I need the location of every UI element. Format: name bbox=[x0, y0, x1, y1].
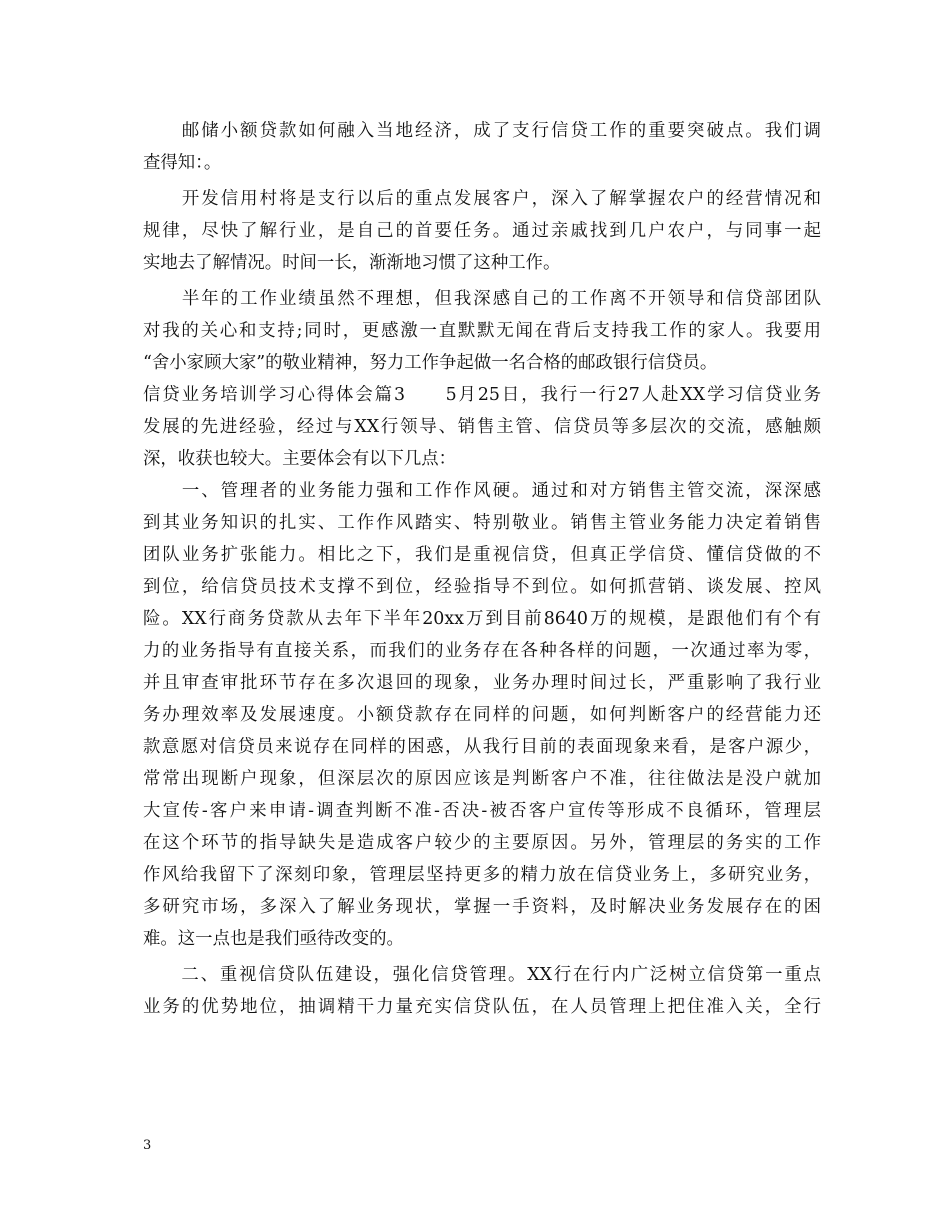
text-line: 团队业务扩张能力。相比之下，我们是重视信贷，但真正学信贷、懂信贷做的不 bbox=[143, 545, 821, 565]
document-body bbox=[143, 115, 821, 1023]
text-line: 二、重视信贷队伍建设，强化信贷管理。XX行在行内广泛树立信贷第一重点 bbox=[143, 965, 821, 985]
text-line: 力的业务指导有直接关系，而我们的业务存在各种各样的问题，一次通过率为零， bbox=[143, 641, 821, 661]
text-line: “舍小家顾大家”的敬业精神，努力工作争起做一名合格的邮政银行信贷员。 bbox=[143, 353, 718, 373]
text-line: 到其业务知识的扎实、工作作风踏实、特别敬业。销售主管业务能力决定着销售 bbox=[143, 513, 821, 533]
text-line: 在这个环节的指导缺失是造成客户较少的主要原因。另外，管理层的务实的工作 bbox=[143, 833, 821, 853]
text-line: 发展的先进经验，经过与XX行领导、销售主管、信贷员等多层次的交流，感触颇 bbox=[143, 417, 821, 437]
text-line: 规律，尽快了解行业，是自己的首要任务。通过亲戚找到几户农户，与同事一起 bbox=[143, 221, 821, 241]
text-line: 对我的关心和支持;同时，更感激一直默默无闻在背后支持我工作的家人。我要用 bbox=[143, 321, 821, 341]
page-number: 3 bbox=[143, 1138, 152, 1153]
text-line: 半年的工作业绩虽然不理想，但我深感自己的工作离不开领导和信贷部团队 bbox=[143, 289, 821, 309]
text-line: 业务的优势地位，抽调精干力量充实信贷队伍，在人员管理上把住准入关，全行 bbox=[143, 997, 821, 1017]
text-line: 难。这一点也是我们亟待改变的。 bbox=[143, 929, 404, 949]
text-line: 信贷业务培训学习心得体会篇3 5月25日，我行一行27人赴XX学习信贷业务 bbox=[143, 385, 821, 405]
text-line: 查得知：。 bbox=[143, 153, 222, 173]
text-line: 多研究市场，多深入了解业务现状，掌握一手资料，及时解决业务发展存在的困 bbox=[143, 897, 821, 917]
text-line: 邮储小额贷款如何融入当地经济，成了支行信贷工作的重要突破点。我们调 bbox=[143, 121, 821, 141]
text-line: 务办理效率及发展速度。小额贷款存在同样的问题，如何判断客户的经营能力还 bbox=[143, 705, 821, 725]
text-line: 深，收获也较大。主要体会有以下几点： bbox=[143, 449, 457, 469]
text-line: 开发信用村将是支行以后的重点发展客户，深入了解掌握农户的经营情况和 bbox=[143, 189, 821, 209]
text-line: 款意愿对信贷员来说存在同样的困惑，从我行目前的表面现象来看，是客户源少， bbox=[143, 737, 821, 757]
text-line: 常常出现断户现象，但深层次的原因应该是判断客户不准，往往做法是没户就加 bbox=[143, 769, 821, 789]
text-line: 大宣传-客户来申请-调查判断不准-否决-被否客户宣传等形成不良循环，管理层 bbox=[143, 801, 821, 821]
text-line: 到位，给信贷员技术支撑不到位，经验指导不到位。如何抓营销、谈发展、控风 bbox=[143, 577, 821, 597]
text-line: 险。XX行商务贷款从去年下半年20xx万到目前8640万的规模，是跟他们有个有 bbox=[143, 609, 821, 629]
text-line: 并且审查审批环节存在多次退回的现象，业务办理时间过长，严重影响了我行业 bbox=[143, 673, 821, 693]
text-line: 作风给我留下了深刻印象，管理层坚持更多的精力放在信贷业务上，多研究业务， bbox=[143, 865, 821, 885]
text-line: 一、管理者的业务能力强和工作作风硬。通过和对方销售主管交流，深深感 bbox=[143, 481, 821, 501]
text-line: 实地去了解情况。时间一长，渐渐地习惯了这种工作。 bbox=[143, 253, 561, 273]
